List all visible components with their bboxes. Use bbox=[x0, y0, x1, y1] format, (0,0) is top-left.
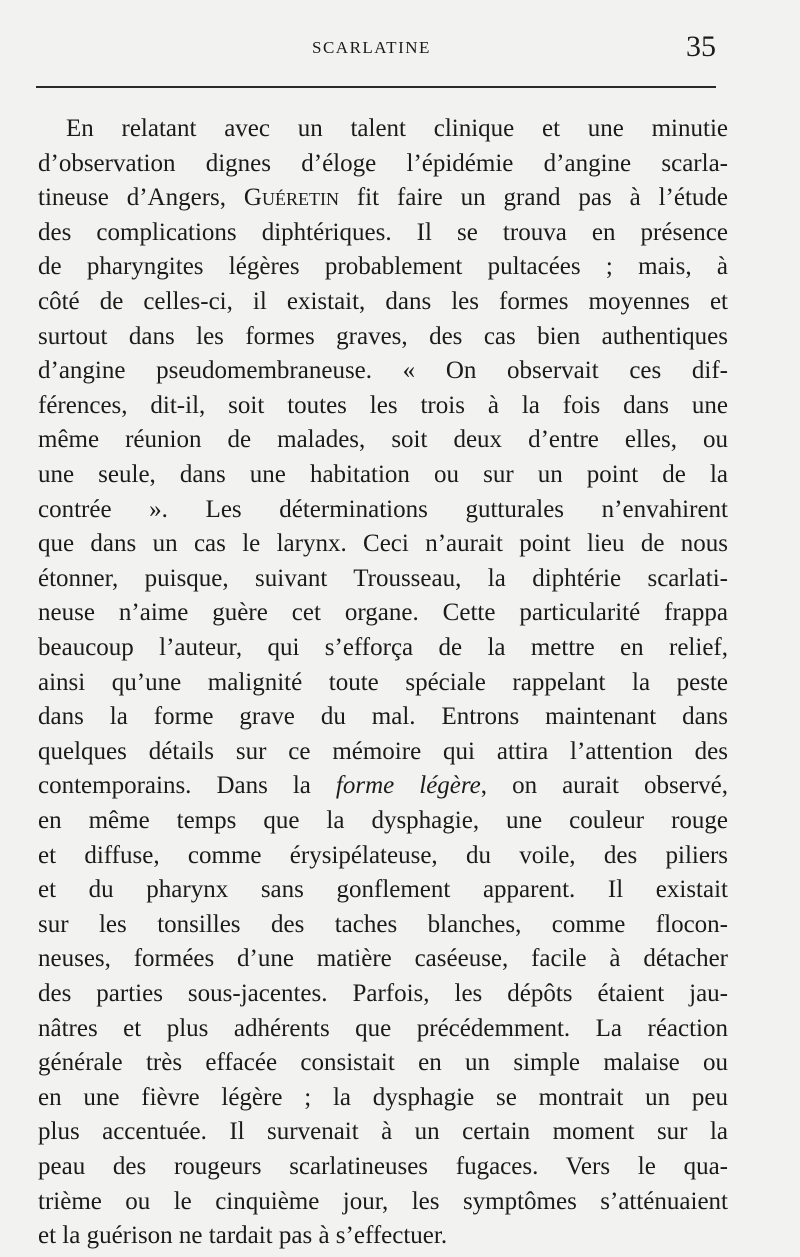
text-segment: d’angine pseudomembraneuse. « On observait ces dif- bbox=[38, 357, 728, 385]
text-line bbox=[38, 908, 728, 942]
text-segment: En relatant avec un talent clinique et une minutie bbox=[66, 115, 728, 142]
text-segment: que dans un cas le larynx. Ceci n’aurait point lieu de nous bbox=[38, 530, 728, 558]
text-segment: d’observation dignes d’éloge l’épidémie d’angine scarla- bbox=[38, 149, 728, 177]
text-segment: neuses, formées d’une matière caséeuse, facile à détacher bbox=[38, 945, 728, 973]
text-segment: surtout dans les formes graves, des cas bien authentiques bbox=[38, 322, 728, 350]
text-line bbox=[38, 527, 728, 561]
text-line bbox=[38, 1219, 728, 1253]
text-segment: sur les tonsilles des taches blanches, comme flocon- bbox=[38, 910, 728, 938]
text-line bbox=[38, 1115, 728, 1149]
text-segment: en même temps que la dysphagie, une couleur rouge bbox=[38, 807, 728, 834]
italic-term: forme légère bbox=[335, 772, 481, 800]
text-line bbox=[38, 285, 728, 319]
text-line bbox=[38, 216, 728, 250]
text-segment: des complications diphtériques. Il se trouva en présence bbox=[38, 218, 728, 246]
text-line bbox=[38, 769, 728, 803]
text-segment: neuse n’aime guère cet organe. Cette particularité frappa bbox=[38, 599, 728, 627]
text-line bbox=[38, 562, 728, 596]
text-segment: tineuse d’Angers, bbox=[38, 184, 244, 212]
running-title: SCARLATINE bbox=[312, 38, 431, 57]
author-name: Guéretin bbox=[243, 184, 339, 212]
text-segment: quelques détails sur ce mémoire qui attira l’attention des bbox=[38, 737, 728, 765]
text-segment: générale très effacée consistait en un simple malaise ou bbox=[38, 1049, 728, 1077]
text-line bbox=[38, 666, 728, 700]
text-segment: plus accentuée. Il survenait à un certain moment sur la bbox=[38, 1118, 728, 1146]
text-line bbox=[38, 873, 728, 907]
text-line bbox=[38, 320, 728, 354]
text-line bbox=[38, 804, 728, 838]
text-line bbox=[38, 181, 728, 215]
text-segment: contrée ». Les déterminations gutturales n’envahirent bbox=[38, 495, 728, 523]
text-segment: férences, dit-il, soit toutes les trois à la fois dans une bbox=[38, 391, 728, 419]
text-segment: dans la forme grave du mal. Entrons maintenant dans bbox=[38, 703, 728, 731]
text-line bbox=[38, 423, 728, 457]
text-line bbox=[38, 1081, 728, 1115]
text-segment: trième ou le cinquième jour, les symptômes s’atténuaient bbox=[38, 1187, 728, 1215]
text-line bbox=[38, 1185, 728, 1219]
text-line bbox=[38, 735, 728, 769]
text-line bbox=[38, 700, 728, 734]
text-segment: ainsi qu’une malignité toute spéciale rappelant la peste bbox=[38, 668, 728, 696]
running-head bbox=[0, 30, 800, 70]
text-segment: des parties sous-jacentes. Parfois, les dépôts étaient jau- bbox=[38, 980, 728, 1007]
text-line bbox=[38, 250, 728, 284]
text-line bbox=[38, 839, 728, 873]
text-segment: peau des rougeurs scarlatineuses fugaces. Vers le qua- bbox=[38, 1153, 728, 1180]
text-line bbox=[38, 596, 728, 630]
text-segment: contemporains. Dans la bbox=[38, 772, 336, 800]
text-segment: et du pharynx sans gonflement apparent. Il existait bbox=[38, 876, 728, 904]
text-segment: côté de celles-ci, il existait, dans les formes moyennes et bbox=[38, 288, 728, 315]
text-line bbox=[38, 389, 728, 423]
page-number: 35 bbox=[686, 30, 716, 63]
header-rule bbox=[36, 86, 716, 88]
text-segment: une seule, dans une habitation ou sur un point de la bbox=[38, 461, 728, 488]
text-segment: de pharyngites légères probablement pultacées ; mais, à bbox=[38, 253, 728, 281]
text-segment: étonner, puisque, suivant Trousseau, la diphtérie scarlati- bbox=[38, 564, 728, 592]
text-line bbox=[38, 493, 728, 527]
text-segment: nâtres et plus adhérents que précédemment. La réaction bbox=[38, 1014, 728, 1042]
text-segment: , on aurait observé, bbox=[480, 772, 728, 800]
text-line bbox=[38, 1012, 728, 1046]
text-segment: et la guérison ne tardait pas à s’effectuer. bbox=[38, 1222, 448, 1250]
text-line bbox=[38, 942, 728, 976]
text-segment: et diffuse, comme érysipélateuse, du voile, des piliers bbox=[38, 841, 728, 869]
text-line bbox=[38, 977, 728, 1011]
text-line bbox=[38, 1150, 728, 1184]
text-line bbox=[38, 354, 728, 388]
text-line bbox=[66, 112, 728, 146]
text-line bbox=[38, 631, 728, 665]
text-segment: fit faire un grand pas à l’étude bbox=[338, 184, 729, 212]
text-line bbox=[38, 1046, 728, 1080]
text-line bbox=[38, 458, 728, 492]
text-segment: beaucoup l’auteur, qui s’efforça de la mettre en relief, bbox=[38, 634, 728, 661]
text-line bbox=[38, 147, 728, 181]
text-segment: même réunion de malades, soit deux d’entre elles, ou bbox=[38, 426, 728, 454]
text-segment: en une fièvre légère ; la dysphagie se montrait un peu bbox=[38, 1083, 728, 1111]
